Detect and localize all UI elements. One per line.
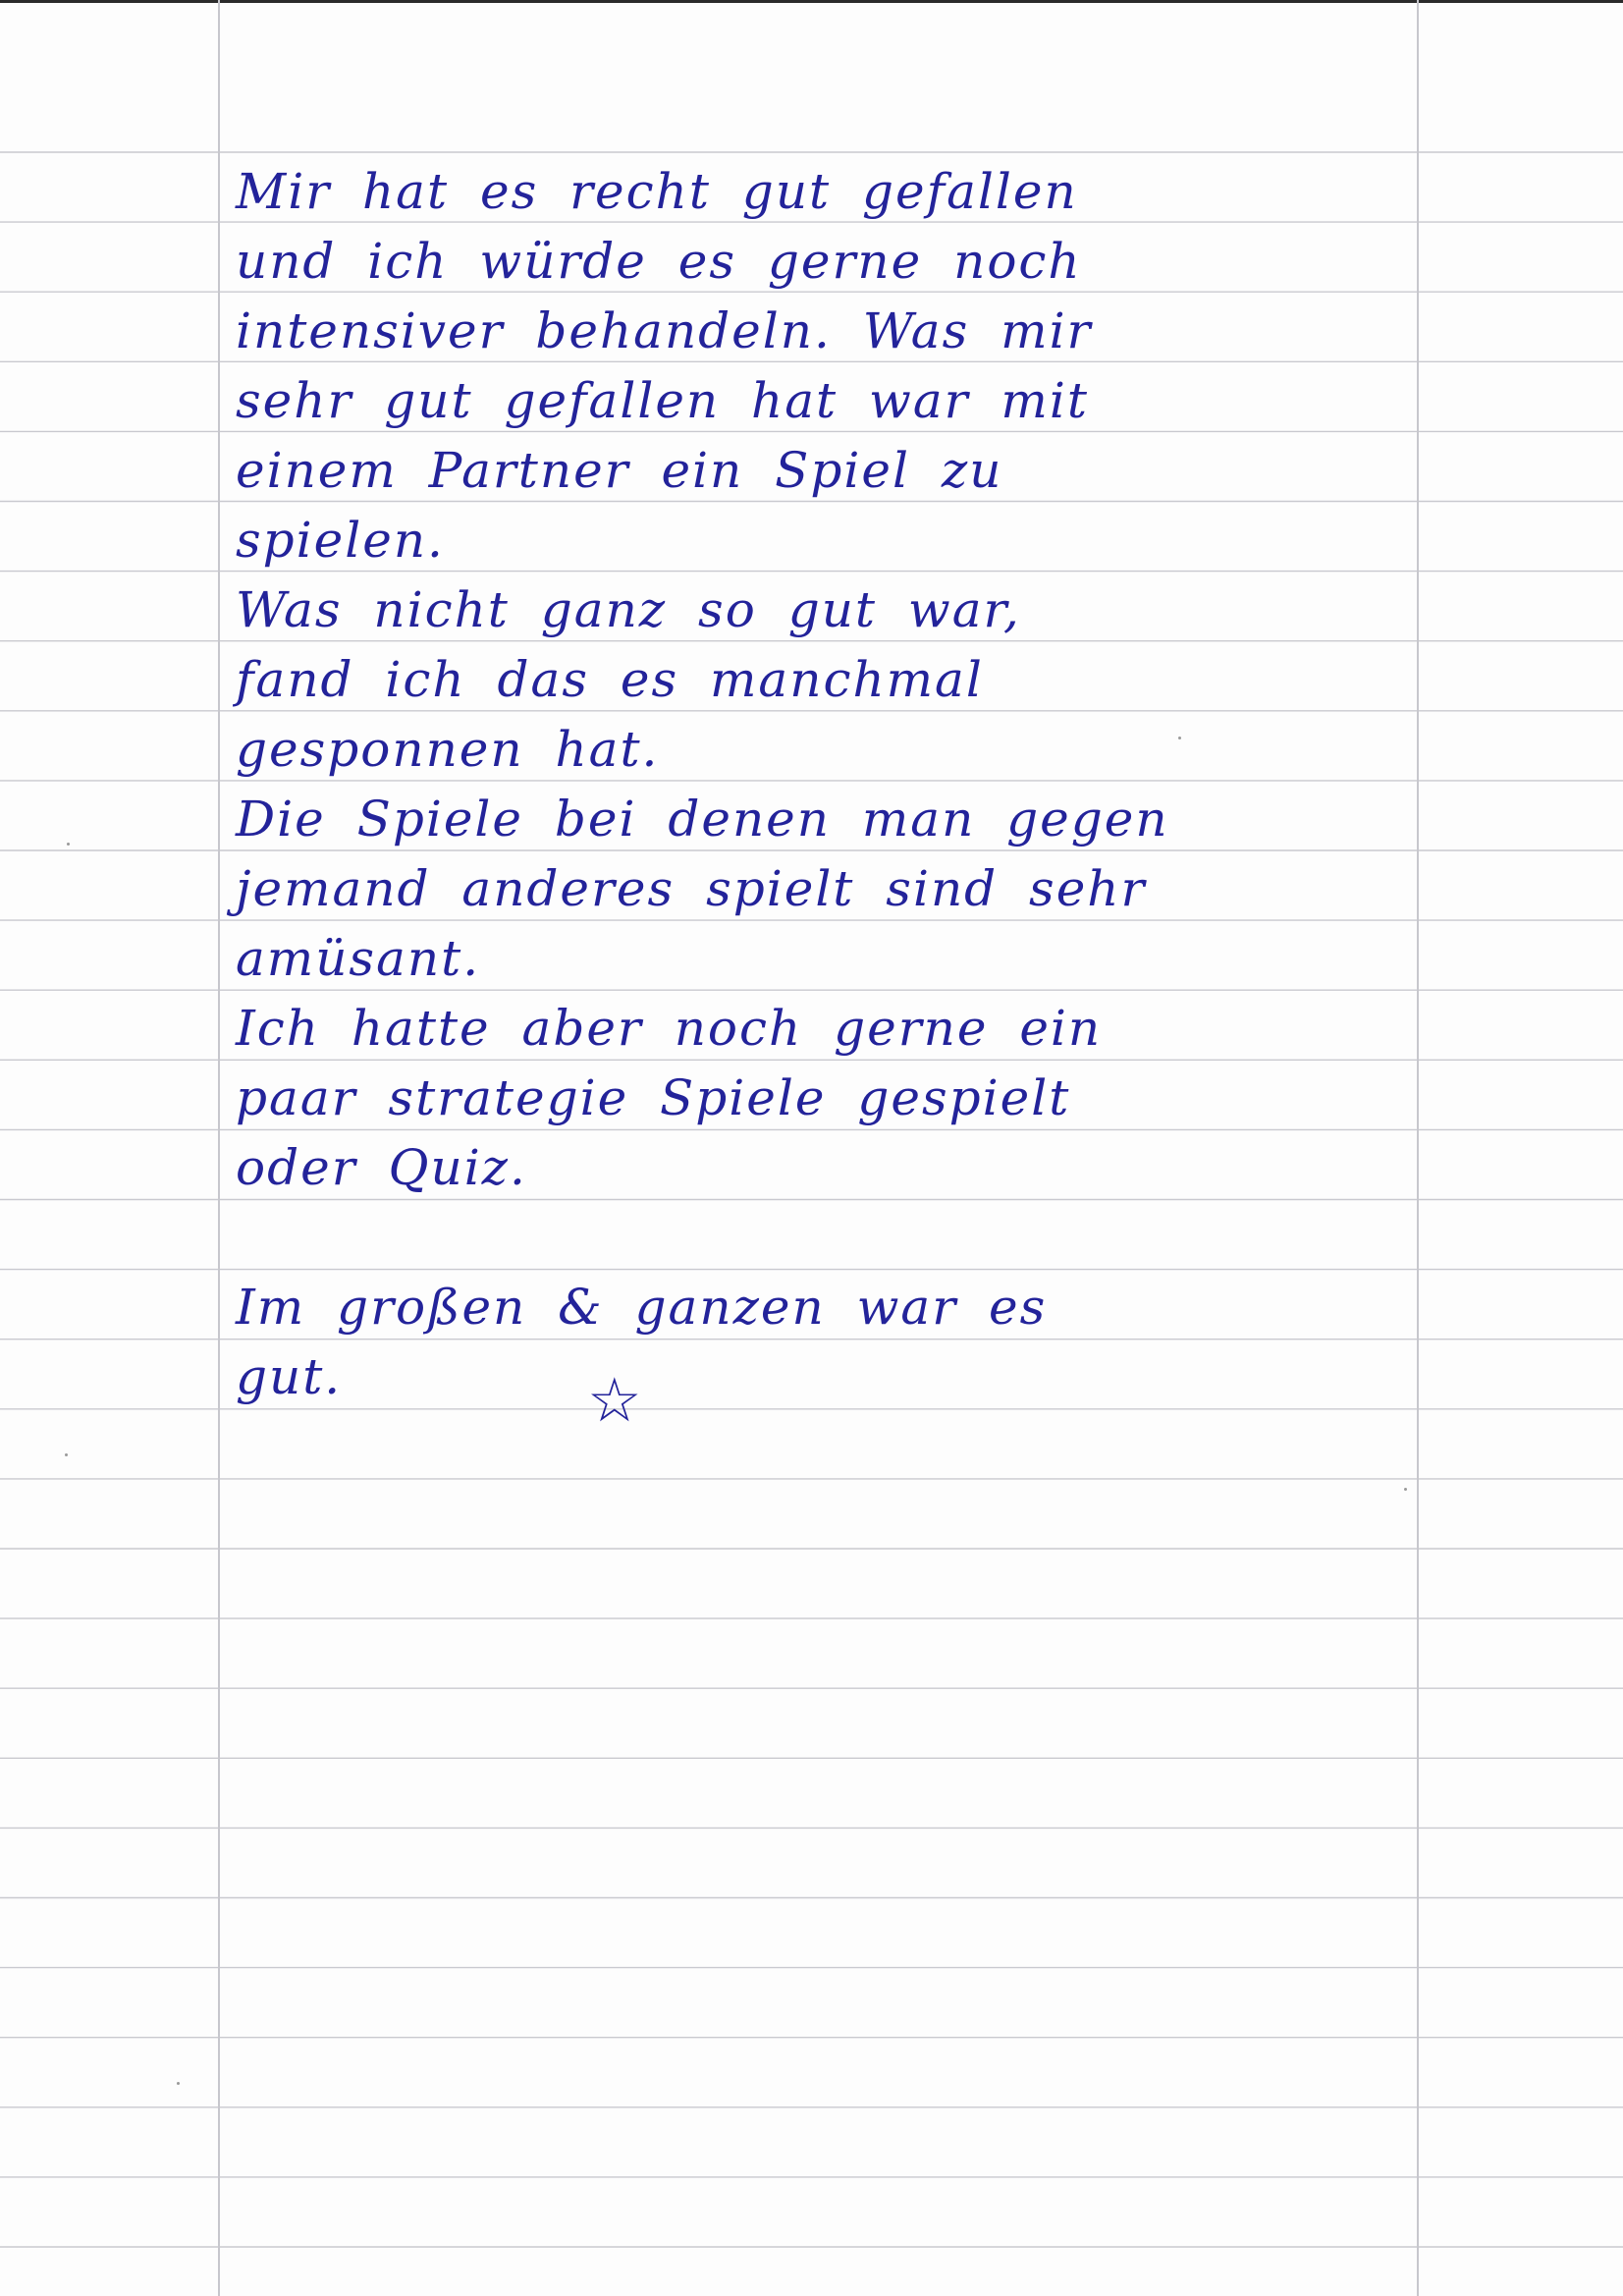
text-line: amüsant. — [236, 930, 481, 987]
scan-speck — [1178, 737, 1181, 739]
scan-speck — [67, 843, 70, 846]
scan-speck — [65, 1453, 68, 1456]
text-line: gesponnen hat. — [236, 721, 660, 778]
text-line: gut. — [236, 1348, 343, 1405]
scan-speck — [1404, 1488, 1407, 1491]
text-line: spielen. — [236, 512, 445, 569]
text-line: fand ich das es manchmal — [236, 651, 984, 708]
right-margin-line — [1417, 0, 1419, 2296]
scan-speck — [177, 2082, 180, 2085]
text-line: Die Spiele bei denen man gegen — [236, 791, 1169, 847]
left-margin-line — [218, 0, 220, 2296]
star-icon: ☆ — [587, 1364, 642, 1436]
text-line: Ich hatte aber noch gerne ein — [236, 1000, 1103, 1057]
text-line: sehr gut gefallen hat war mit — [236, 372, 1089, 429]
text-line: und ich würde es gerne noch — [236, 233, 1082, 290]
text-line: Im großen & ganzen war es — [236, 1279, 1048, 1336]
text-line: jemand anderes spielt sind sehr — [236, 860, 1147, 917]
text-line: Mir hat es recht gut gefallen — [236, 163, 1078, 220]
text-line: einem Partner ein Spiel zu — [236, 442, 1003, 499]
text-line: Was nicht ganz so gut war, — [236, 581, 1021, 638]
text-line: oder Quiz. — [236, 1139, 527, 1196]
scan-top-edge — [0, 0, 1623, 3]
text-line: intensiver behandeln. Was mir — [236, 302, 1093, 359]
text-line: paar strategie Spiele gespielt — [236, 1069, 1071, 1126]
